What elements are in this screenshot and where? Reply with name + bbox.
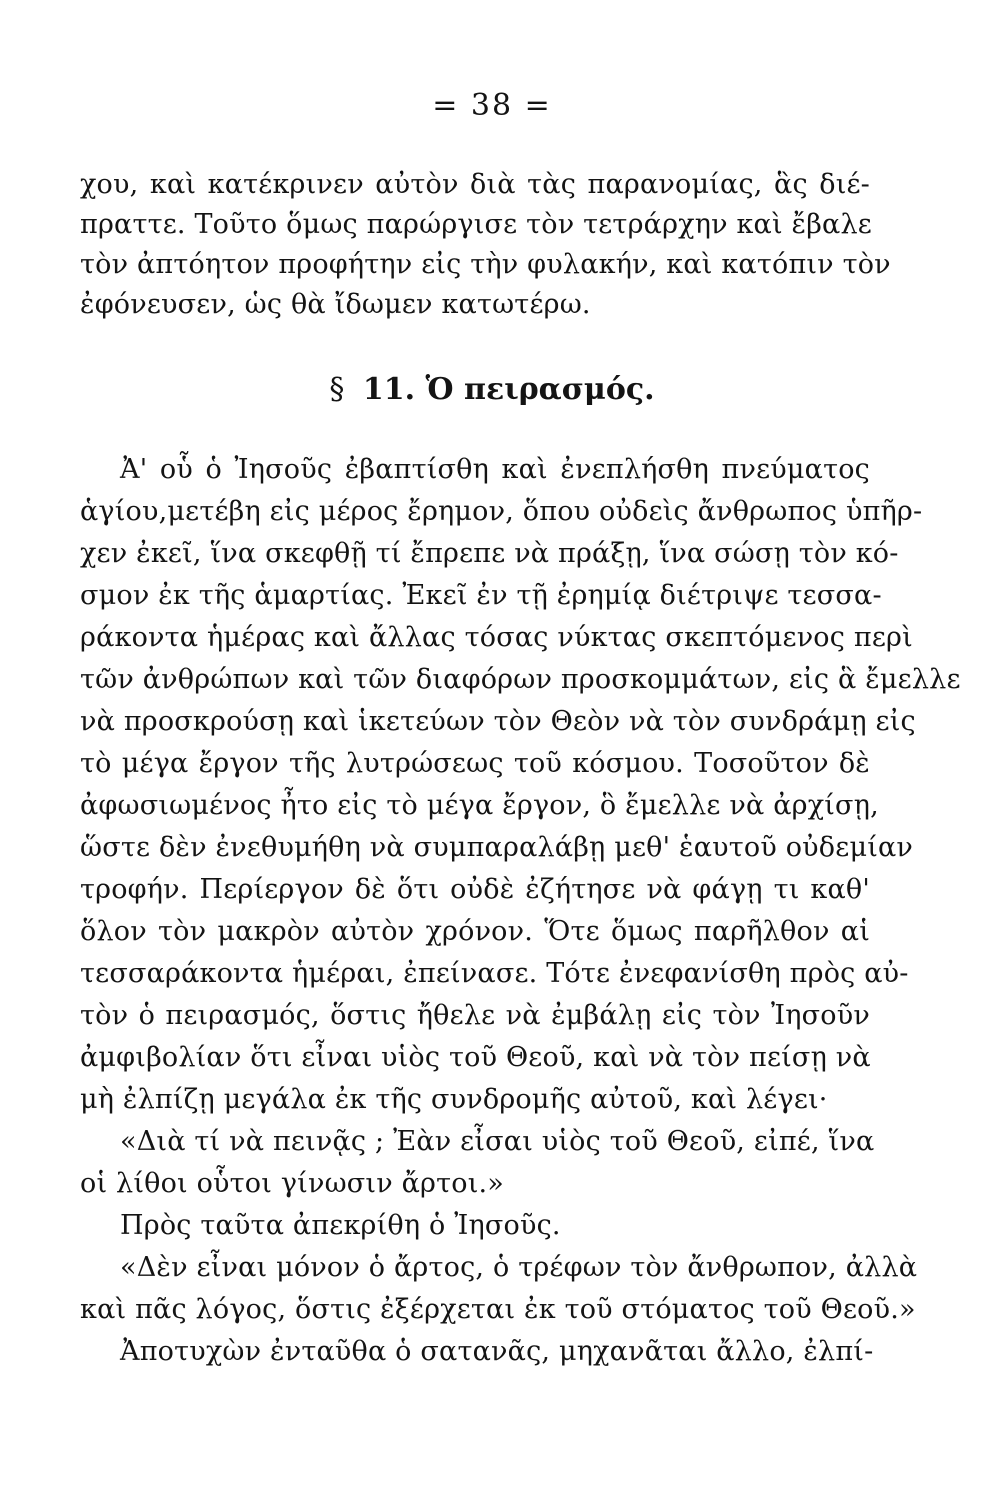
text-line: τῶν ἀνθρώπων καὶ τῶν διαφόρων προσκομμάτων, εἰς ἃ ἔμελλε: [80, 664, 961, 695]
quote-line: «Δὲν εἶναι μόνον ὁ ἄρτος, ὁ τρέφων τὸν ἄνθρωπον, ἀλλὰ: [120, 1252, 918, 1283]
text-line: Πρὸς ταῦτα ἀπεκρίθη ὁ Ἰησοῦς.: [120, 1210, 561, 1241]
text-line: τὸν ἀπτόητον προφήτην εἰς τὴν φυλακήν, καὶ κατόπιν τὸν: [80, 249, 891, 280]
text-line: ἐφόνευσεν, ὡς θὰ ἴδωμεν κατωτέρω.: [80, 289, 591, 320]
text-line: Ἀποτυχὼν ἐνταῦθα ὁ σατανᾶς, μηχανᾶται ἄλλο, ἐλπί-: [120, 1336, 874, 1367]
section-title: Ὁ πειρασμός.: [425, 372, 655, 407]
text-line: τροφήν. Περίεργον δὲ ὅτι οὐδὲ ἐζήτησε νὰ φάγῃ τι καθ': [80, 874, 870, 905]
text-line: ράκοντα ἡμέρας καὶ ἄλλας τόσας νύκτας σκεπτόμενος περὶ: [80, 622, 913, 653]
text-line: μὴ ἐλπίζῃ μεγάλα ἐκ τῆς συνδρομῆς αὐτοῦ, καὶ λέγει·: [80, 1084, 828, 1115]
text-line: πραττε. Τοῦτο ὅμως παρώργισε τὸν τετράρχην καὶ ἔβαλε: [80, 209, 872, 240]
quote-line: καὶ πᾶς λόγος, ὅστις ἐξέρχεται ἐκ τοῦ στόματος τοῦ Θεοῦ.»: [80, 1294, 916, 1325]
text-line: τεσσαράκοντα ἡμέραι, ἐπείνασε. Τότε ἐνεφανίσθη πρὸς αὐ-: [80, 958, 909, 989]
section-number: 11.: [362, 372, 416, 407]
text-line: ὅλον τὸν μακρὸν αὐτὸν χρόνον. Ὅτε ὅμως παρῆλθον αἱ: [80, 916, 870, 947]
text-line: ὥστε δὲν ἐνεθυμήθη νὰ συμπαραλάβῃ μεθ' ἑαυτοῦ οὐδεμίαν: [80, 832, 914, 863]
section-symbol: §: [329, 372, 345, 407]
text-line: τὸν ὁ πειρασμός, ὅστις ἤθελε νὰ ἐμβάλῃ εἰς τὸν Ἰησοῦν: [80, 1000, 870, 1031]
text-line: Ἀ' οὗ ὁ Ἰησοῦς ἐβαπτίσθη καὶ ἐνεπλήσθη πνεύματος: [120, 454, 870, 485]
text-line: χεν ἐκεῖ, ἵνα σκεφθῇ τί ἔπρεπε νὰ πράξῃ, ἵνα σώσῃ τὸν κό-: [80, 538, 899, 569]
text-line: ἀμφιβολίαν ὅτι εἶναι υἱὸς τοῦ Θεοῦ, καὶ νὰ τὸν πείσῃ νὰ: [80, 1042, 871, 1073]
text-line: ἁγίου,μετέβη εἰς μέρος ἔρημον, ὅπου οὐδεὶς ἄνθρωπος ὑπῆρ-: [80, 496, 923, 527]
text-line: τὸ μέγα ἔργον τῆς λυτρώσεως τοῦ κόσμου. Τοσοῦτον δὲ: [80, 748, 870, 779]
text-line: σμον ἐκ τῆς ἁμαρτίας. Ἐκεῖ ἐν τῇ ἐρημίᾳ διέτριψε τεσσα-: [80, 580, 882, 611]
text-line: χου, καὶ κατέκρινεν αὐτὸν διὰ τὰς παρανομίας, ἃς διέ-: [80, 169, 870, 200]
text-line: νὰ προσκρούσῃ καὶ ἱκετεύων τὸν Θεὸν νὰ τὸν συνδράμῃ εἰς: [80, 706, 916, 737]
quote-line: οἱ λίθοι οὗτοι γίνωσιν ἄρτοι.»: [80, 1168, 504, 1199]
text-line: ἀφωσιωμένος ἦτο εἰς τὸ μέγα ἔργον, ὃ ἔμελλε νὰ ἀρχίσῃ,: [80, 790, 879, 821]
page-number: = 38 =: [432, 88, 552, 123]
quote-line: «Διὰ τί νὰ πεινᾷς ; Ἐὰν εἶσαι υἱὸς τοῦ Θεοῦ, εἰπέ, ἵνα: [120, 1126, 875, 1157]
section-heading: [0, 372, 984, 407]
